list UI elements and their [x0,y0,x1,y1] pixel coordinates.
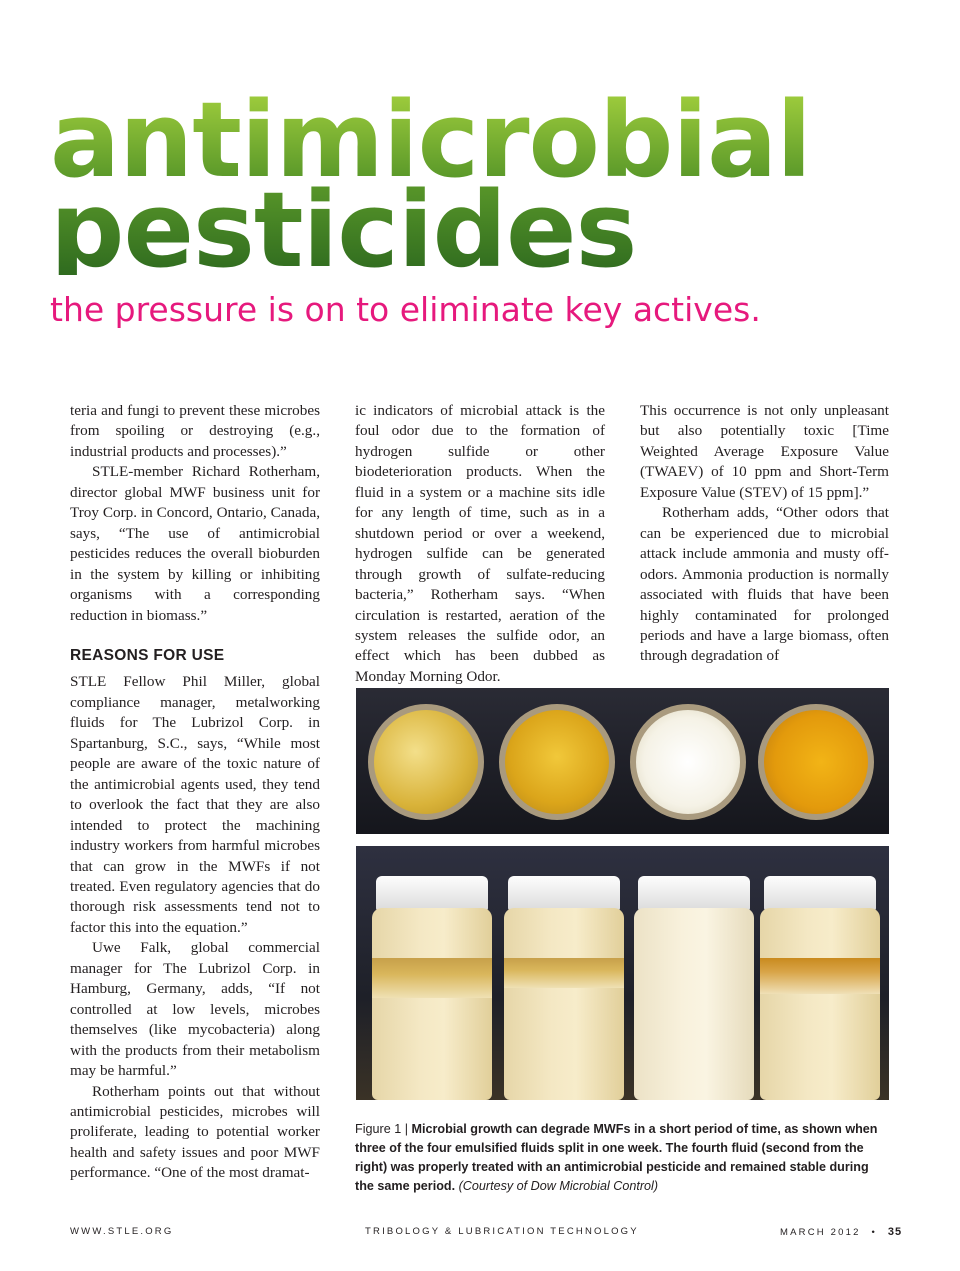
footer-issue-date: MARCH 2012 [780,1227,861,1238]
footer-publication: TRIBOLOGY & LUBRICATION TECHNOLOGY [365,1226,639,1237]
section-heading: REASONS FOR USE [70,646,225,664]
paragraph: STLE-member Richard Rotherham, director global MWF business unit for Troy Corp. in Concord, Ontario, Canada, says, “The use of antimicrobial pesticides reduces the overall bioburden in the system by killing or inhibiting organisms with a corresponding reduction in biomass.” [70,463,320,624]
footer-separator: • [871,1227,877,1238]
jar-top-view [499,704,615,820]
paragraph: Rotherham points out that without antimicrobial pesticides, microbes will proliferate, leading to potential worker health and safety issues and poor MWF performance. “One of the most dramat- [70,1082,320,1182]
separated-layer [372,958,492,998]
jar-side-view [372,876,492,1100]
figure-photo-side-view [356,846,889,1100]
jar-lid [376,876,488,910]
jar-body [634,908,754,1100]
jar-top-view [368,704,484,820]
article-title-line1: antimicrobial [50,79,811,201]
jar-body [760,908,880,1100]
paragraph: Rotherham adds, “Other odors that can be experienced due to microbial attack include ammonia and musty off-odors. Ammonia production is normally associated with fluids that have been highly contaminated for prolonged periods and have a large biomass, often through degradation of [640,504,889,665]
figure-credit: (Courtesy of Dow Microbial Control) [458,1179,659,1193]
paragraph: teria and fungi to prevent these microbes from spoiling or destroying (e.g., industrial products and processes).” [70,402,320,460]
figure-text: Microbial growth can degrade MWFs in a short period of time, as shown when three of the four emulsified fluids split in one week. The fourth fluid (second from the right) was properly treated with an antimicrobial pesticide and remained stable during the same period. [355,1122,878,1193]
separated-layer [504,958,624,988]
jar-body [372,908,492,1100]
jar-side-view [634,876,754,1100]
text-column-1 [70,401,320,1184]
separated-layer [760,958,880,994]
article-title [50,79,811,291]
figure-caption [355,1120,890,1196]
jar-top-view [758,704,874,820]
jar-lid [508,876,620,910]
paragraph: STLE Fellow Phil Miller, global compliance manager, metalworking fluids for The Lubrizol Corp. in Spartanburg, S.C., says, “While most people are aware of the toxic nature of the antimicrobial agents used, they tend to overlook the fact that they are also intended to protect the machining industry workers from harmful microbes that can grow in the MWFs if not treated. Even regulatory agencies that do thorough risk assessments tend not to factor this into the equation.” [70,673,320,936]
text-column-2 [355,401,605,687]
jar-lid [764,876,876,910]
jar-side-view [504,876,624,1100]
text-column-3 [640,401,889,667]
figure-label: Figure 1 | [355,1122,408,1136]
footer-website: WWW.STLE.ORG [70,1226,174,1237]
jar-body [504,908,624,1100]
paragraph: Uwe Falk, global commercial manager for The Lubrizol Corp. in Hamburg, Germany, adds, “If not controlled at low levels, microbes themselves (like mycobacteria) along with the products from their metabolism may be harmful.” [70,939,320,1080]
jar-top-view [630,704,746,820]
figure-photo-top-view [356,688,889,834]
jar-lid [638,876,750,910]
article-title-line2: pesticides [50,169,637,291]
jar-side-view [760,876,880,1100]
paragraph: This occurrence is not only unpleasant but also potentially toxic [Time Weighted Average Exposure Value (TWAEV) of 10 ppm and Short-Term Exposure Value (STEV) of 15 ppm].” [640,402,889,501]
footer-issue [780,1226,902,1238]
page-number: 35 [887,1226,903,1238]
article-subtitle: the pressure is on to eliminate key actives. [50,290,761,329]
paragraph: ic indicators of microbial attack is the foul odor due to the formation of hydrogen sulfide or other biodeterioration products. When the fluid in a system or a machine sits idle for any length of time, such as in a shutdown period or over a weekend, hydrogen sulfide can be generated through growth of sulfate-reducing bacteria,” Rotherham says. “When circulation is restarted, aeration of the system releases the sulfide odor, an effect which has been dubbed as Monday Morning Odor. [355,402,605,685]
